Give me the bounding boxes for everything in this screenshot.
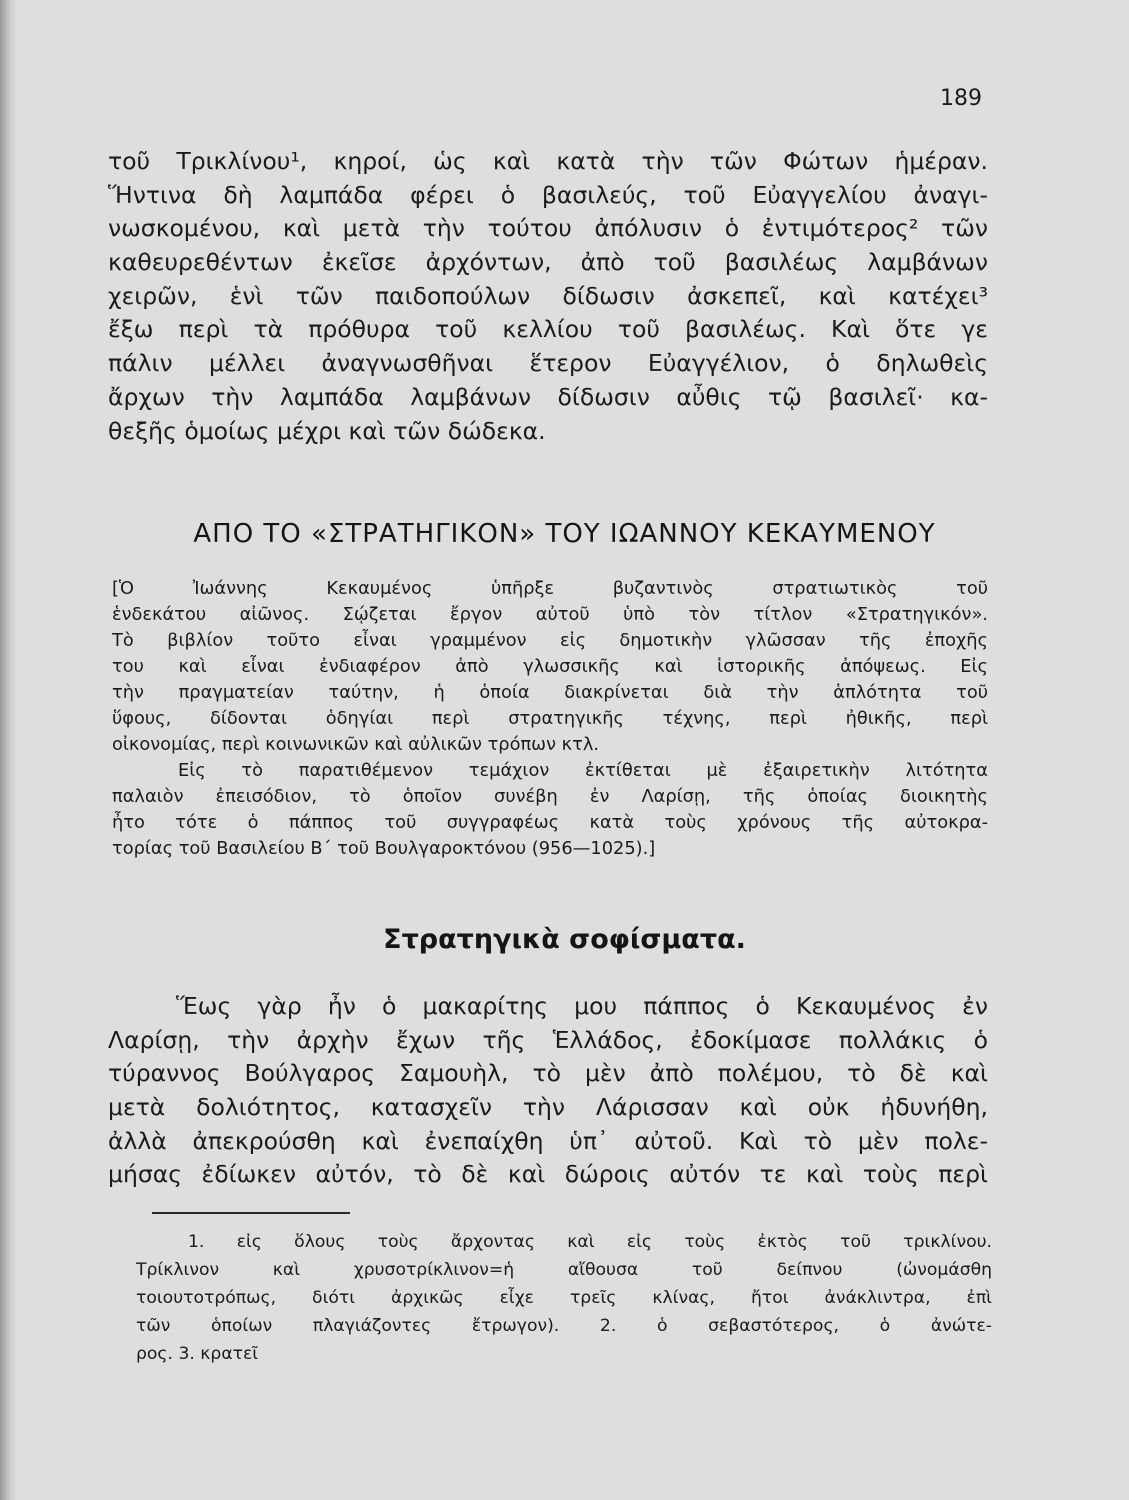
intro-line: παλαιὸν ἐπεισόδιον, τὸ ὁποῖον συνέβη ἐν Λαρίσῃ, τῆς ὁποίας διοικητὴς <box>112 786 988 807</box>
intro-line: Τὸ βιβλίον τοῦτο εἶναι γραμμένον εἰς δημοτικὴν γλῶσσαν τῆς ἐποχῆς <box>112 630 988 651</box>
intro-line: του καὶ εἶναι ἐνδιαφέρον ἀπὸ γλωσσικῆς καὶ ἱστορικῆς ἀπόψεως. Εἰς <box>112 656 988 677</box>
text-line: ἄρχων τὴν λαμπάδα λαμβάνων δίδωσιν αὖθις τῷ βασιλεῖ· κα- <box>108 382 988 411</box>
footnotes <box>136 1228 992 1368</box>
text-line: Ἥντινα δὴ λαμπάδα φέρει ὁ βασιλεύς, τοῦ Εὐαγγελίου ἀναγι- <box>108 180 988 209</box>
intro-line: ἦτο τότε ὁ πάππος τοῦ συγγραφέως κατὰ τοὺς χρόνους τῆς αὐτοκρα- <box>112 812 988 833</box>
footnote-line: τῶν ὁποίων πλαγιάζοντες ἔτρωγον). 2. ὁ σεβαστότερος, ὁ ἀνώτε- <box>136 1316 992 1336</box>
footnote-line: ρος. 3. κρατεῖ <box>136 1344 259 1364</box>
intro-line: τορίας τοῦ Βασιλείου Β΄ τοῦ Βουλγαροκτόνου (956—1025).] <box>112 838 656 859</box>
page-number: 189 <box>940 86 982 111</box>
main-paragraph <box>108 990 988 1192</box>
text-line: ἔξω περὶ τὰ πρόθυρα τοῦ κελλίου τοῦ βασιλέως. Καὶ ὅτε γε <box>108 315 988 344</box>
binding-edge-shadow <box>0 0 18 1500</box>
intro-line: Εἰς τὸ παρατιθέμενον τεμάχιον ἐκτίθεται μὲ ἐξαιρετικὴν λιτότητα <box>178 760 988 781</box>
intro-line: [Ὁ Ἰωάννης Κεκαυμένος ὑπῆρξε βυζαντινὸς στρατιωτικὸς τοῦ <box>112 578 988 599</box>
text-line: πάλιν μέλλει ἀναγνωσθῆναι ἕτερον Εὐαγγέλιον, ὁ δηλωθεὶς <box>108 349 988 378</box>
text-line: μετὰ δολιότητος, κατασχεῖν τὴν Λάρισσαν καὶ οὐκ ἠδυνήθη, <box>108 1093 988 1122</box>
footnote-line: τοιουτοτρόπως, διότι ἀρχικῶς εἶχε τρεῖς κλίνας, ἤτοι ἀνάκλιντρα, ἐπὶ <box>136 1288 992 1308</box>
footnote-divider <box>152 1212 350 1214</box>
text-line: μήσας ἐδίωκεν αὐτόν, τὸ δὲ καὶ δώροις αὐτόν τε καὶ τοὺς περὶ <box>108 1160 988 1189</box>
section-heading: ΑΠΟ ΤΟ «ΣΤΡΑΤΗΓΙΚΟΝ» ΤΟΥ ΙΩΑΝΝΟΥ ΚΕΚΑΥΜΕΝΟΥ <box>193 519 936 549</box>
text-line: Λαρίσῃ, τὴν ἀρχὴν ἔχων τῆς Ἑλλάδος, ἐδοκίμασε πολλάκις ὁ <box>108 1025 988 1054</box>
text-line: θεξῆς ὁμοίως μέχρι καὶ τῶν δώδεκα. <box>108 416 546 445</box>
intro-line: ἑνδεκάτου αἰῶνος. Σῴζεται ἔργον αὐτοῦ ὑπὸ τὸν τίτλον «Στρατηγικόν». <box>112 604 988 625</box>
text-line: Ἕως γὰρ ἦν ὁ μακαρίτης μου πάππος ὁ Κεκαυμένος ἐν <box>176 992 988 1020</box>
intro-line: ὕφους, δίδονται ὁδηγίαι περὶ στρατηγικῆς τέχνης, περὶ ἠθικῆς, περὶ <box>112 708 988 729</box>
text-line: τύραννος Βούλγαρος Σαμουὴλ, τὸ μὲν ἀπὸ πολέμου, τὸ δὲ καὶ <box>108 1059 988 1088</box>
intro-line: οἰκονομίας, περὶ κοινωνικῶν καὶ αὐλικῶν τρόπων κτλ. <box>112 734 600 755</box>
text-line: νωσκομένου, καὶ μετὰ τὴν τούτου ἀπόλυσιν ὁ ἐντιμότερος² τῶν <box>108 214 988 243</box>
sub-heading: Στρατηγικὰ σοφίσματα. <box>383 924 746 955</box>
editorial-intro <box>112 576 988 862</box>
text-line: τοῦ Τρικλίνου¹, κηροί, ὡς καὶ κατὰ τὴν τῶν Φώτων ἡμέραν. <box>108 147 988 175</box>
intro-line: τὴν πραγματείαν ταύτην, ἡ ὁποία διακρίνεται διὰ τὴν ἁπλότητα τοῦ <box>112 682 988 703</box>
text-line: ἀλλὰ ἀπεκρούσθη καὶ ἐνεπαίχθη ὑπ᾽ αὐτοῦ. Καὶ τὸ μὲν πολε- <box>108 1126 988 1155</box>
text-line: χειρῶν, ἑνὶ τῶν παιδοπούλων δίδωσιν ἀσκεπεῖ, καὶ κατέχει³ <box>108 281 988 310</box>
footnote-line: 1. εἰς ὅλους τοὺς ἄρχοντας καὶ εἰς τοὺς ἐκτὸς τοῦ τρικλίνου. <box>188 1232 992 1252</box>
text-line: καθευρεθέντων ἐκεῖσε ἀρχόντων, ἀπὸ τοῦ βασιλέως λαμβάνων <box>108 248 988 277</box>
footnote-line: Τρίκλινον καὶ χρυσοτρίκλινον=ἡ αἴθουσα τοῦ δείπνου (ὠνομάσθη <box>136 1260 992 1280</box>
continuation-paragraph <box>108 145 988 448</box>
